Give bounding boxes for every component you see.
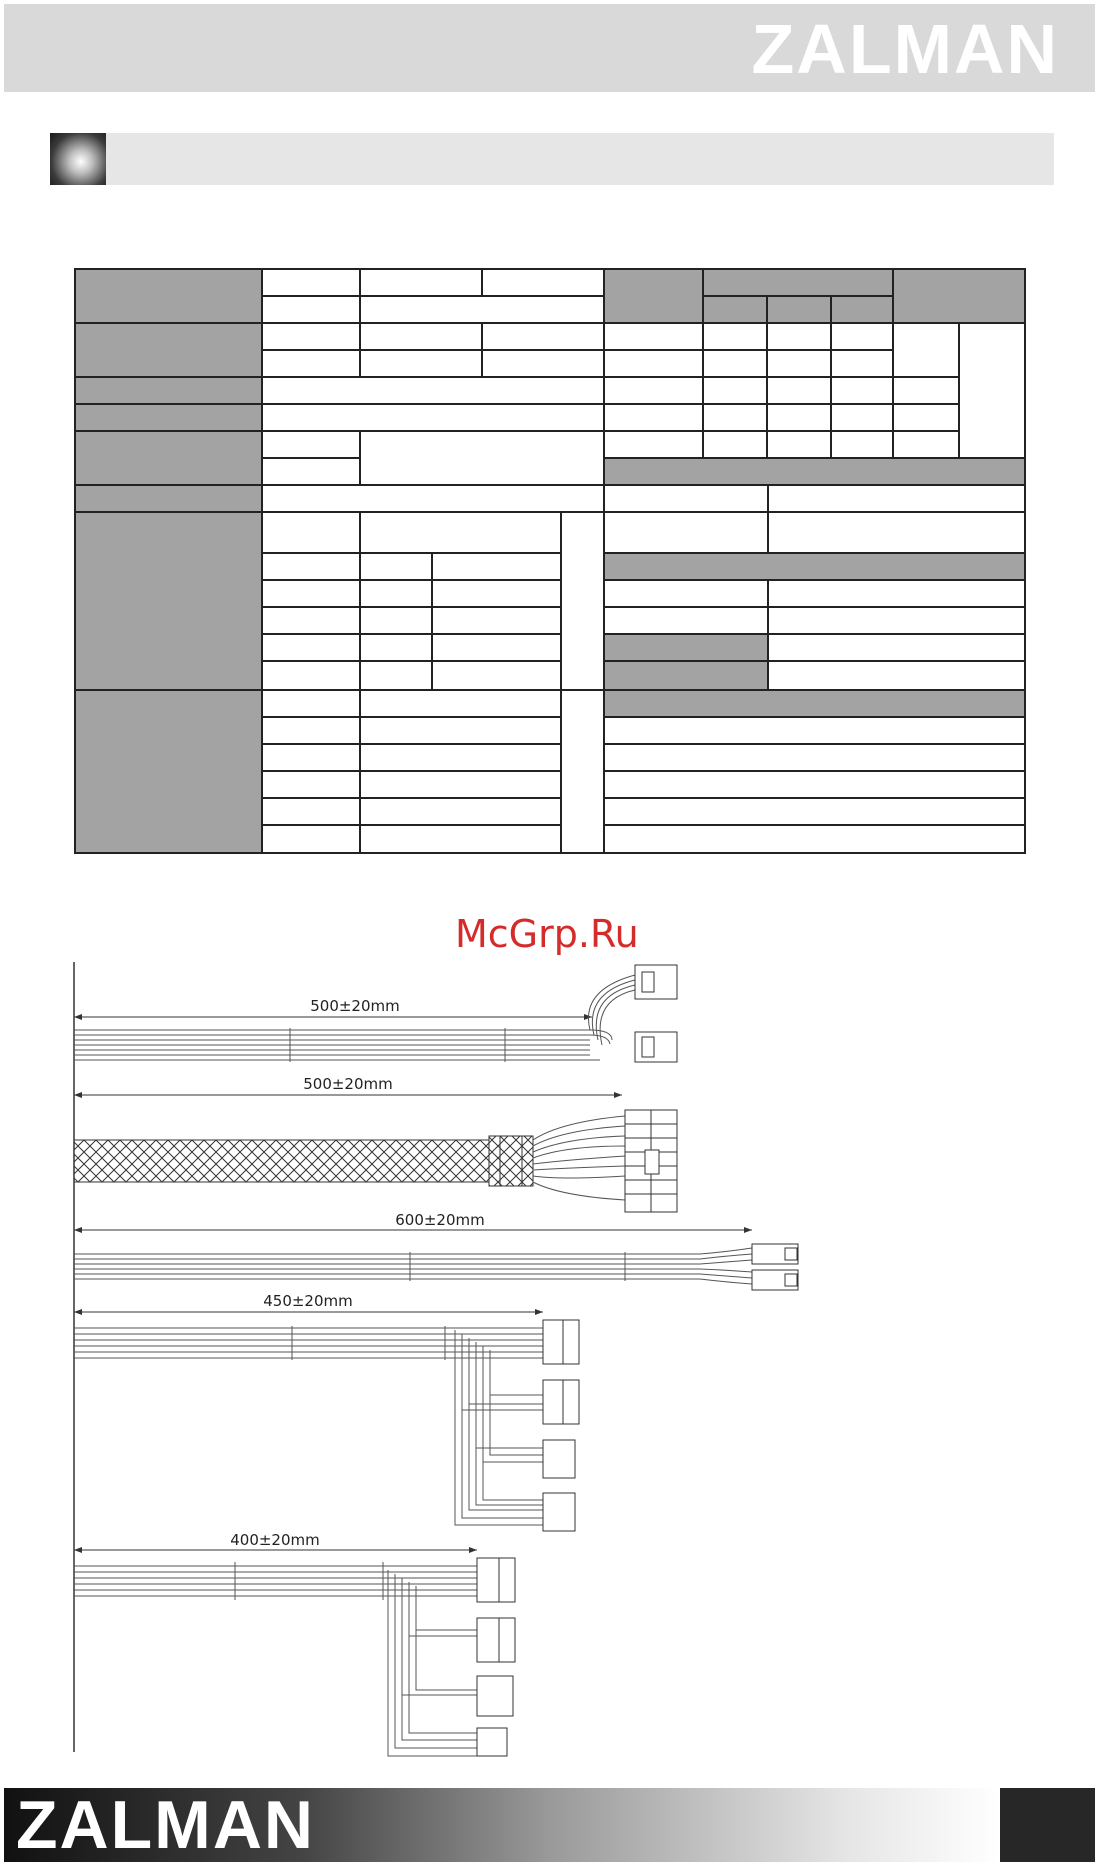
connector-sata (477, 1618, 499, 1662)
footer-page-block (1000, 1788, 1095, 1862)
cable-pcie (74, 1211, 798, 1290)
cable-length-label: 450±20mm (263, 1292, 353, 1310)
connector-sata (543, 1380, 563, 1424)
connector-molex (543, 1440, 575, 1478)
cable-length-label: 500±20mm (310, 997, 400, 1015)
connector-sata (477, 1558, 499, 1602)
connector-4pin (635, 1032, 677, 1062)
connector-molex (543, 1493, 575, 1531)
cable-length-label: 500±20mm (303, 1075, 393, 1093)
cable-eps-8pin (74, 965, 677, 1062)
watermark-text: McGrp.Ru (455, 912, 639, 956)
footer-logo: ZALMAN (16, 1787, 316, 1863)
cable-length-label: 600±20mm (395, 1211, 485, 1229)
header-logo: ZALMAN (751, 10, 1059, 88)
cable-atx-24pin (74, 1075, 677, 1212)
cable-peripheral-450 (74, 1292, 579, 1531)
braided-sleeve (74, 1140, 489, 1182)
connector-floppy (477, 1728, 507, 1756)
connector-sata (543, 1320, 563, 1364)
connector-4pin (635, 965, 677, 999)
connector-molex (477, 1676, 513, 1716)
cable-length-label: 400±20mm (230, 1531, 320, 1549)
cable-peripheral-400 (74, 1531, 515, 1756)
